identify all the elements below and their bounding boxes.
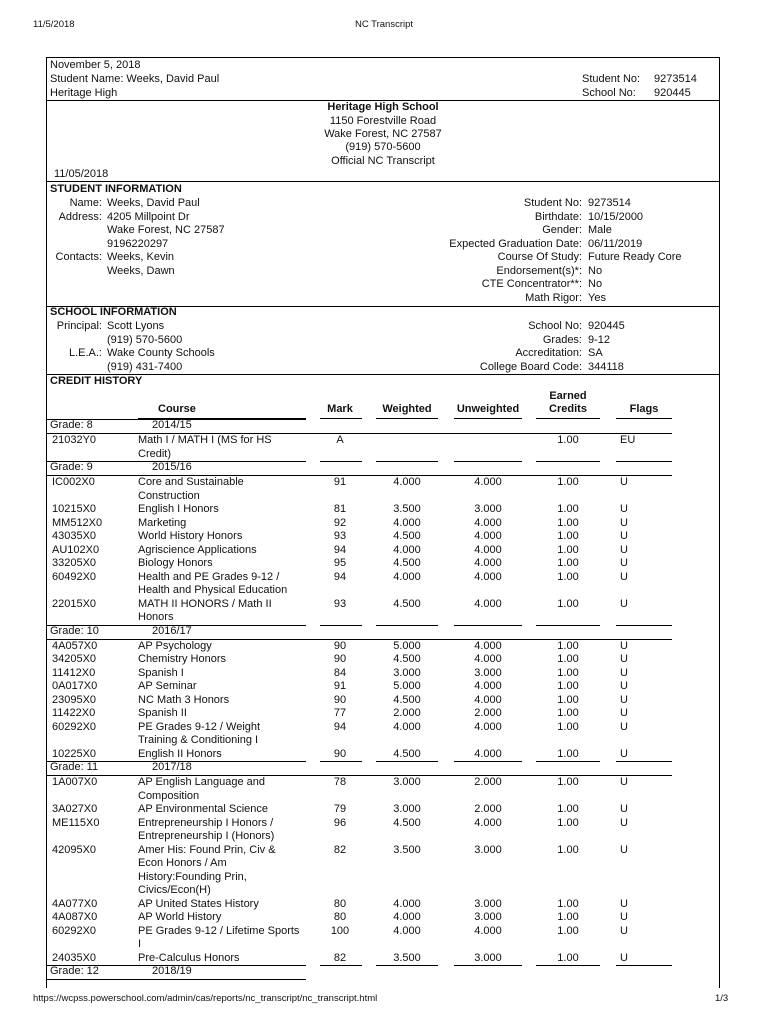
total-rule xyxy=(536,965,600,966)
course-credits: 1.00 xyxy=(557,803,579,815)
course-mark: 100 xyxy=(330,924,350,937)
course-name: MATH II HONORS / Math II xyxy=(138,597,272,610)
course-unweighted: 4.000 xyxy=(474,570,502,583)
course-name: Agriscience Applications xyxy=(138,543,257,556)
total-rule xyxy=(616,965,672,966)
school-field-label: School No: xyxy=(528,320,582,332)
course-name: Entrepreneurship I Honors / xyxy=(138,816,274,829)
col-flags: Flags xyxy=(629,403,659,415)
course-mark: 92 xyxy=(333,516,347,529)
course-name: Honors xyxy=(138,611,174,623)
course-code: IC002X0 xyxy=(52,476,95,488)
course-credits: 1.00 xyxy=(557,843,579,856)
course-name: Civics/Econ(H) xyxy=(138,884,211,896)
course-mark: 94 xyxy=(333,570,347,583)
course-code: 60292X0 xyxy=(52,924,97,937)
course-credits: 1.00 xyxy=(557,693,579,706)
course-name: Health and Physical Education xyxy=(138,584,288,596)
course-name: AP Environmental Science xyxy=(138,803,269,815)
course-name: Entrepreneurship I (Honors) xyxy=(138,830,275,842)
course-flags: EU xyxy=(620,434,636,446)
course-flags: U xyxy=(620,503,628,515)
course-unweighted: 2.000 xyxy=(474,776,502,788)
course-weighted: 3.500 xyxy=(393,951,421,964)
course-weighted: 4.500 xyxy=(393,816,421,829)
school-field-label: Accreditation: xyxy=(515,347,582,359)
course-name: Core and Sustainable xyxy=(138,476,244,488)
student-field-value: No xyxy=(588,264,603,277)
student-field-label: Contacts: xyxy=(55,251,102,263)
grade-label: Grade: 12 xyxy=(50,965,99,977)
course-mark: 81 xyxy=(333,503,347,515)
credit-history-heading: CREDIT HISTORY xyxy=(50,375,143,387)
total-rule xyxy=(454,461,522,462)
course-unweighted: 4.000 xyxy=(474,924,502,937)
course-name: AP Seminar xyxy=(138,680,197,692)
course-flags: U xyxy=(620,747,628,760)
course-flags: U xyxy=(620,816,628,829)
course-flags: U xyxy=(620,924,628,937)
student-field-label: Address: xyxy=(58,210,102,223)
student-field-value: Weeks, David Paul xyxy=(107,197,200,209)
total-rule xyxy=(376,761,438,762)
course-flags: U xyxy=(620,843,628,856)
course-mark: 90 xyxy=(333,693,347,706)
total-rule xyxy=(536,761,600,762)
course-credits: 1.00 xyxy=(557,666,579,679)
course-credits: 1.00 xyxy=(557,476,579,488)
school-year: 2014/15 xyxy=(152,419,192,431)
course-unweighted: 3.000 xyxy=(474,897,502,910)
school-address-2: Wake Forest, NC 27587 xyxy=(324,128,442,140)
course-mark: 94 xyxy=(333,720,347,733)
course-mark: 90 xyxy=(333,639,347,652)
student-field-value: No xyxy=(588,278,603,290)
course-name: PE Grades 9-12 / Lifetime Sports xyxy=(138,924,300,937)
course-credits: 1.00 xyxy=(557,543,579,556)
course-flags: U xyxy=(620,680,628,692)
course-credits: 1.00 xyxy=(557,924,579,937)
course-flags: U xyxy=(620,707,628,719)
school-field-value: SA xyxy=(588,347,603,359)
course-flags: U xyxy=(620,693,628,706)
student-field-label: Endorsement(s)*: xyxy=(496,264,582,277)
course-name: AP English Language and xyxy=(138,776,266,788)
course-unweighted: 4.000 xyxy=(474,653,502,665)
student-field-value: 9196220297 xyxy=(107,237,169,250)
course-code: 3A027X0 xyxy=(52,803,98,815)
course-unweighted: 2.000 xyxy=(474,707,502,719)
school-field-value: (919) 570-5600 xyxy=(107,333,183,346)
course-weighted: 4.500 xyxy=(393,530,421,542)
total-rule xyxy=(376,965,438,966)
student-field-value: Weeks, Kevin xyxy=(107,251,175,263)
course-flags: U xyxy=(620,597,628,610)
course-name: Marketing xyxy=(138,516,187,529)
school-field-value: 344118 xyxy=(588,360,624,373)
grade-label: Grade: 8 xyxy=(50,419,93,431)
course-weighted: 4.000 xyxy=(393,924,421,937)
course-code: 21032Y0 xyxy=(52,434,97,446)
course-unweighted: 4.000 xyxy=(474,720,502,733)
course-weighted: 4.500 xyxy=(393,597,421,610)
course-name: Spanish II xyxy=(138,707,187,719)
course-mark: 93 xyxy=(333,597,347,610)
course-credits: 1.00 xyxy=(557,897,579,910)
course-weighted: 3.000 xyxy=(393,666,421,679)
student-field-label: Birthdate: xyxy=(534,210,582,223)
course-mark: 90 xyxy=(333,747,347,760)
course-weighted: 3.500 xyxy=(393,843,421,856)
course-credits: 1.00 xyxy=(557,639,579,652)
course-credits: 1.00 xyxy=(557,707,579,719)
course-mark: 84 xyxy=(333,666,347,679)
print-url[interactable]: https://wcpss.powerschool.com/admin/cas/reports/nc_transcript/nc_transcript.html xyxy=(33,993,378,1004)
course-code: 43035X0 xyxy=(52,530,97,542)
course-code: 11412X0 xyxy=(52,666,96,679)
divider xyxy=(46,374,720,375)
course-unweighted: 3.000 xyxy=(474,911,502,923)
report-date: November 5, 2018 xyxy=(50,59,141,71)
course-mark: 82 xyxy=(333,843,347,856)
student-field-value: Yes xyxy=(588,291,606,304)
course-code: 10215X0 xyxy=(52,503,97,515)
school-field-value: (919) 431-7400 xyxy=(107,360,183,373)
top-school-no-label: School No: xyxy=(582,87,636,99)
course-flags: U xyxy=(620,476,628,488)
course-mark: 91 xyxy=(333,680,347,692)
school-year: 2017/18 xyxy=(152,761,192,773)
course-name: NC Math 3 Honors xyxy=(138,693,230,706)
course-mark: 93 xyxy=(333,530,347,542)
course-code: 60292X0 xyxy=(52,720,97,733)
course-code: 11422X0 xyxy=(52,707,96,719)
grade-label: Grade: 9 xyxy=(50,461,93,473)
course-credits: 1.00 xyxy=(557,776,579,788)
course-credits: 1.00 xyxy=(557,951,579,964)
total-rule xyxy=(320,965,362,966)
course-name: AP World History xyxy=(138,911,222,923)
total-rule xyxy=(320,625,362,626)
course-weighted: 3.500 xyxy=(393,503,421,515)
course-flags: U xyxy=(620,570,628,583)
course-unweighted: 4.000 xyxy=(474,693,502,706)
course-flags: U xyxy=(620,653,628,665)
course-name: AP Psychology xyxy=(138,639,212,652)
course-weighted: 3.000 xyxy=(393,803,421,815)
course-name: PE Grades 9-12 / Weight xyxy=(138,720,261,733)
course-code: 33205X0 xyxy=(52,557,97,569)
student-field-label: Gender: xyxy=(542,224,582,236)
course-name: Training & Conditioning I xyxy=(138,734,259,746)
course-name: Composition xyxy=(138,789,200,802)
school-field-value: Scott Lyons xyxy=(107,320,165,332)
course-flags: U xyxy=(620,897,628,910)
student-field-label: Name: xyxy=(69,197,102,209)
school-field-value: Wake County Schools xyxy=(107,347,215,359)
course-unweighted: 3.000 xyxy=(474,666,502,679)
course-flags: U xyxy=(620,911,628,923)
print-title: NC Transcript xyxy=(354,19,414,30)
course-unweighted: 4.000 xyxy=(474,680,502,692)
course-code: AU102X0 xyxy=(52,543,100,556)
school-field-label: Principal: xyxy=(56,320,102,332)
header-rule xyxy=(376,418,438,419)
course-mark: 77 xyxy=(333,707,347,719)
course-credits: 1.00 xyxy=(557,434,579,446)
course-code: 60492X0 xyxy=(52,570,97,583)
student-field-label: Student No: xyxy=(523,197,582,209)
course-code: 24035X0 xyxy=(52,951,97,964)
print-page-number: 1/3 xyxy=(715,993,729,1004)
student-field-value: Wake Forest, NC 27587 xyxy=(107,224,225,236)
course-code: 23095X0 xyxy=(52,693,97,706)
school-year: 2018/19 xyxy=(152,965,192,977)
student-field-value: Male xyxy=(588,224,612,236)
course-weighted: 4.000 xyxy=(393,516,421,529)
col-unweighted: Unweighted xyxy=(456,403,520,415)
student-field-value: 06/11/2019 xyxy=(588,237,643,250)
school-field-value: 9-12 xyxy=(588,333,611,346)
course-weighted: 4.500 xyxy=(393,693,421,706)
total-rule xyxy=(454,965,522,966)
course-name: Math I / MATH I (MS for HS xyxy=(138,434,272,446)
course-flags: U xyxy=(620,543,628,556)
school-field-value: 920445 xyxy=(588,320,625,332)
course-credits: 1.00 xyxy=(557,747,579,760)
course-mark: 82 xyxy=(333,951,347,964)
school-year: 2016/17 xyxy=(152,624,192,637)
total-rule xyxy=(616,461,672,462)
course-mark: 79 xyxy=(333,803,347,815)
course-flags: U xyxy=(620,951,628,964)
total-rule xyxy=(320,761,362,762)
course-credits: 1.00 xyxy=(557,530,579,542)
course-credits: 1.00 xyxy=(557,680,579,692)
student-info-heading: STUDENT INFORMATION xyxy=(50,183,182,195)
col-credits: Credits xyxy=(549,403,587,415)
course-mark: 95 xyxy=(333,557,347,569)
course-flags: U xyxy=(620,720,628,733)
course-weighted: 5.000 xyxy=(393,639,421,652)
course-name: Construction xyxy=(138,489,200,502)
course-name: Health and PE Grades 9-12 / xyxy=(138,570,280,583)
course-unweighted: 3.000 xyxy=(474,951,502,964)
course-weighted: 5.000 xyxy=(393,680,421,692)
course-unweighted: 4.000 xyxy=(474,530,502,542)
course-unweighted: 4.000 xyxy=(474,476,502,488)
course-credits: 1.00 xyxy=(557,653,579,665)
school-field-label: Grades: xyxy=(542,333,582,346)
course-unweighted: 4.000 xyxy=(474,557,502,569)
course-flags: U xyxy=(620,666,628,679)
course-weighted: 4.000 xyxy=(393,720,421,733)
total-rule xyxy=(320,461,362,462)
course-code: 1A007X0 xyxy=(52,776,98,788)
total-rule xyxy=(454,625,522,626)
top-school-no: 920445 xyxy=(654,87,691,99)
grade-label: Grade: 11 xyxy=(50,761,99,773)
school-year: 2015/16 xyxy=(152,461,192,473)
total-rule xyxy=(616,625,672,626)
total-rule xyxy=(536,461,600,462)
total-rule xyxy=(616,761,672,762)
student-field-value: Future Ready Core xyxy=(588,251,682,263)
course-code: MM512X0 xyxy=(52,516,103,529)
course-code: 0A017X0 xyxy=(52,680,98,692)
course-name: AP United States History xyxy=(138,897,259,910)
course-unweighted: 2.000 xyxy=(474,803,502,815)
course-weighted: 3.000 xyxy=(393,776,421,788)
course-code: 4A087X0 xyxy=(52,911,98,923)
course-unweighted: 4.000 xyxy=(474,597,502,610)
student-field-value: Weeks, Dawn xyxy=(107,264,175,277)
course-weighted: 4.000 xyxy=(393,476,421,488)
course-weighted: 4.500 xyxy=(393,557,421,569)
grade-label: Grade: 10 xyxy=(50,624,99,637)
school-field-label: L.E.A.: xyxy=(68,347,102,359)
course-name: Credit) xyxy=(138,447,172,460)
course-name: Chemistry Honors xyxy=(138,653,227,665)
course-unweighted: 4.000 xyxy=(474,516,502,529)
course-name: English I Honors xyxy=(138,503,219,515)
course-code: 34205X0 xyxy=(52,653,97,665)
course-weighted: 4.000 xyxy=(393,897,421,910)
course-weighted: 4.000 xyxy=(393,911,421,923)
course-flags: U xyxy=(620,516,628,529)
course-weighted: 4.500 xyxy=(393,747,421,760)
course-flags: U xyxy=(620,557,628,569)
school-name: Heritage High School xyxy=(327,101,439,113)
col-weighted: Weighted xyxy=(382,403,432,415)
student-field-label: Course Of Study: xyxy=(497,251,582,263)
course-name: History:Founding Prin, xyxy=(138,870,247,883)
print-date: 11/5/2018 xyxy=(33,19,75,30)
course-credits: 1.00 xyxy=(557,503,579,515)
course-unweighted: 3.000 xyxy=(474,843,502,856)
student-field-value: 4205 Millpoint Dr xyxy=(107,210,190,223)
course-code: 10225X0 xyxy=(52,747,97,760)
top-student-no: 9273514 xyxy=(654,73,697,85)
course-unweighted: 4.000 xyxy=(474,639,502,652)
course-name: World History Honors xyxy=(138,530,243,542)
school-info-heading: SCHOOL INFORMATION xyxy=(50,306,177,318)
total-rule xyxy=(376,625,438,626)
course-flags: U xyxy=(620,530,628,542)
header-rule xyxy=(536,418,600,419)
course-mark: 94 xyxy=(333,543,347,556)
school-phone: (919) 570-5600 xyxy=(345,141,421,153)
student-name-line: Student Name: Weeks, David Paul xyxy=(50,73,220,85)
course-name: Spanish I xyxy=(138,666,184,679)
course-mark: 90 xyxy=(333,653,347,665)
header-rule xyxy=(454,418,522,419)
course-weighted: 2.000 xyxy=(393,707,421,719)
student-field-value: 10/15/2000 xyxy=(588,210,644,223)
course-name: Pre-Calculus Honors xyxy=(138,951,240,964)
course-unweighted: 4.000 xyxy=(474,543,502,556)
course-mark: A xyxy=(336,434,344,446)
course-flags: U xyxy=(620,639,628,652)
course-flags: U xyxy=(620,803,628,815)
student-field-label: CTE Concentrator**: xyxy=(481,278,582,290)
course-weighted: 4.000 xyxy=(393,543,421,556)
total-rule xyxy=(376,461,438,462)
course-code: 42095X0 xyxy=(52,843,97,856)
course-code: 4A077X0 xyxy=(52,897,98,910)
student-field-value: 9273514 xyxy=(588,197,631,209)
header-rule xyxy=(616,418,672,419)
course-name: English II Honors xyxy=(138,747,222,760)
course-weighted: 4.500 xyxy=(393,653,421,665)
course-unweighted: 3.000 xyxy=(474,503,502,515)
course-name: Econ Honors / Am xyxy=(138,857,227,869)
course-credits: 1.00 xyxy=(557,597,579,610)
col-course: Course xyxy=(158,403,196,415)
course-unweighted: 4.000 xyxy=(474,747,502,760)
student-field-label: Expected Graduation Date: xyxy=(449,237,582,250)
course-credits: 1.00 xyxy=(557,816,579,829)
course-credits: 1.00 xyxy=(557,911,579,923)
course-name: Biology Honors xyxy=(138,557,213,569)
header-rule xyxy=(320,418,362,419)
student-field-label: Math Rigor: xyxy=(525,291,582,304)
course-weighted: 4.000 xyxy=(393,570,421,583)
grade-rule xyxy=(46,979,306,980)
course-unweighted: 4.000 xyxy=(474,816,502,829)
divider xyxy=(46,181,720,182)
top-student-no-label: Student No: xyxy=(582,73,641,85)
course-mark: 96 xyxy=(333,816,347,829)
course-code: 22015X0 xyxy=(52,597,97,610)
transcript-date: 11/05/2018 xyxy=(54,168,109,180)
total-rule xyxy=(536,625,600,626)
course-credits: 1.00 xyxy=(557,516,579,529)
course-mark: 91 xyxy=(333,476,347,488)
total-rule xyxy=(454,761,522,762)
course-name: I xyxy=(138,938,142,950)
school-short-name: Heritage High xyxy=(50,87,118,99)
school-field-label: College Board Code: xyxy=(479,360,582,373)
course-code: ME115X0 xyxy=(52,816,100,829)
course-flags: U xyxy=(620,776,628,788)
course-mark: 80 xyxy=(333,911,347,923)
col-earned: Earned xyxy=(549,390,587,402)
course-name: Amer His: Found Prin, Civ & xyxy=(138,843,276,856)
document-title: Official NC Transcript xyxy=(331,155,435,167)
col-mark: Mark xyxy=(327,403,353,415)
course-credits: 1.00 xyxy=(557,570,579,583)
course-mark: 78 xyxy=(333,776,347,788)
course-credits: 1.00 xyxy=(557,557,579,569)
course-code: 4A057X0 xyxy=(52,639,98,652)
school-address-1: 1150 Forestville Road xyxy=(329,115,437,127)
course-mark: 80 xyxy=(333,897,347,910)
course-credits: 1.00 xyxy=(557,720,579,733)
